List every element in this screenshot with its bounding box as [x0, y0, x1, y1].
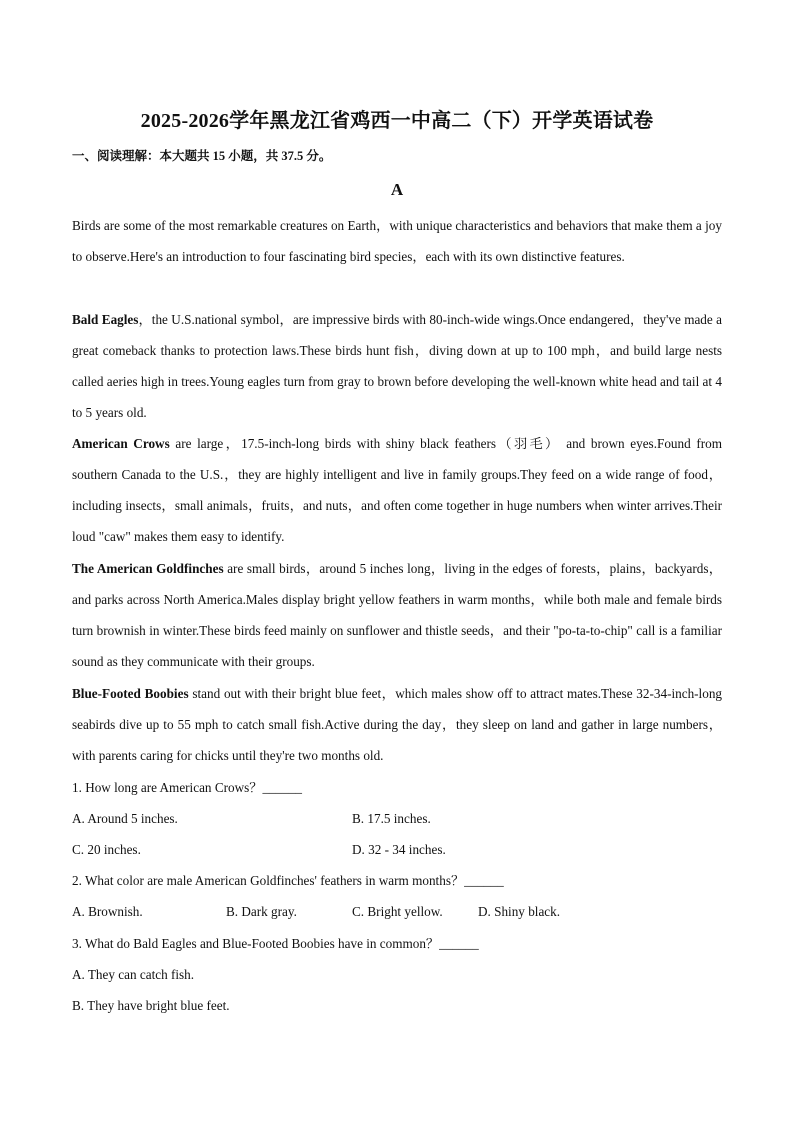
question-1-option-b[interactable]: B. 17.5 inches.	[352, 811, 431, 826]
american-crows-text: are large，17.5-inch-long birds with shiny black feathers（羽毛） and brown eyes.Found from southern Canada to the U.S.，they are highly intelligent and live in family groups.They feed on a wide range of food，including insects，small animals，fruits，and nuts，and often come together in huge numbers when winter arrives.Their loud "caw" makes them easy to identify.	[72, 436, 722, 544]
question-3-stem: 3. What do Bald Eagles and Blue-Footed Boobies have in common？______	[72, 936, 479, 951]
goldfinches-text: are small birds，around 5 inches long，living in the edges of forests，plains，backyards，and parks across North America.Males display bright yellow feathers in warm months，while both male and female birds turn brownish in winter.These birds feed mainly on sunflower and thistle seeds，and their "po-ta-to-chip" call is a familiar sound as they communicate with their groups.	[72, 561, 722, 669]
goldfinches-term: The American Goldfinches	[72, 561, 224, 576]
question-2-option-c[interactable]: C. Bright yellow.	[352, 904, 443, 919]
bald-eagles-term: Bald Eagles	[72, 312, 139, 327]
question-2-option-d[interactable]: D. Shiny black.	[478, 904, 561, 919]
question-2-option-a[interactable]: A. Brownish.	[72, 904, 143, 919]
passage-label: A	[390, 180, 404, 199]
bald-eagles-text: ，the U.S.national symbol，are impressive birds with 80-inch-wide wings.Once endangered，they've made a great comeback thanks to protection laws.These birds hunt fish，diving down at up to 100 mph，and build large nests called aeries high in trees.Young eagles turn from gray to brown before developing the well-known white head and tail at 4 to 5 years old.	[72, 312, 722, 420]
question-1-option-a[interactable]: A. Around 5 inches.	[72, 811, 178, 826]
exam-title: 2025-2026学年黑龙江省鸡西一中高二（下）开学英语试卷	[140, 110, 654, 132]
goldfinches-paragraph	[72, 553, 722, 677]
question-3-option-b[interactable]: B. They have bright blue feet.	[72, 998, 230, 1013]
bald-eagles-paragraph	[72, 304, 722, 428]
boobies-paragraph	[72, 678, 722, 771]
american-crows-term: American Crows	[72, 436, 170, 451]
intro-text: Birds are some of the most remarkable creatures on Earth，with unique characteristics and behaviors that make them a joy to observe.Here's an introduction to four fascinating bird species，each with its own distinctive features.	[72, 218, 722, 264]
question-1-option-d[interactable]: D. 32 - 34 inches.	[352, 842, 446, 857]
american-crows-paragraph	[72, 428, 722, 552]
question-3-option-a[interactable]: A. They can catch fish.	[72, 967, 195, 982]
boobies-term: Blue-Footed Boobies	[72, 686, 189, 701]
question-2-stem: 2. What color are male American Goldfinches' feathers in warm months？______	[72, 873, 504, 888]
question-2-option-b[interactable]: B. Dark gray.	[226, 904, 297, 919]
boobies-text: stand out with their bright blue feet，which males show off to attract mates.These 32-34-inch-long seabirds dive up to 55 mph to catch small fish.Active during the day，they sleep on land and gather in large numbers，with parents caring for chicks until they're two months old.	[72, 686, 723, 763]
question-1-stem: 1. How long are American Crows？______	[72, 780, 303, 795]
intro-paragraph	[72, 210, 722, 272]
question-1-option-c[interactable]: C. 20 inches.	[72, 842, 141, 857]
section-heading: 一、阅读理解：本大题共 15 小题，共 37.5 分。	[72, 149, 332, 163]
